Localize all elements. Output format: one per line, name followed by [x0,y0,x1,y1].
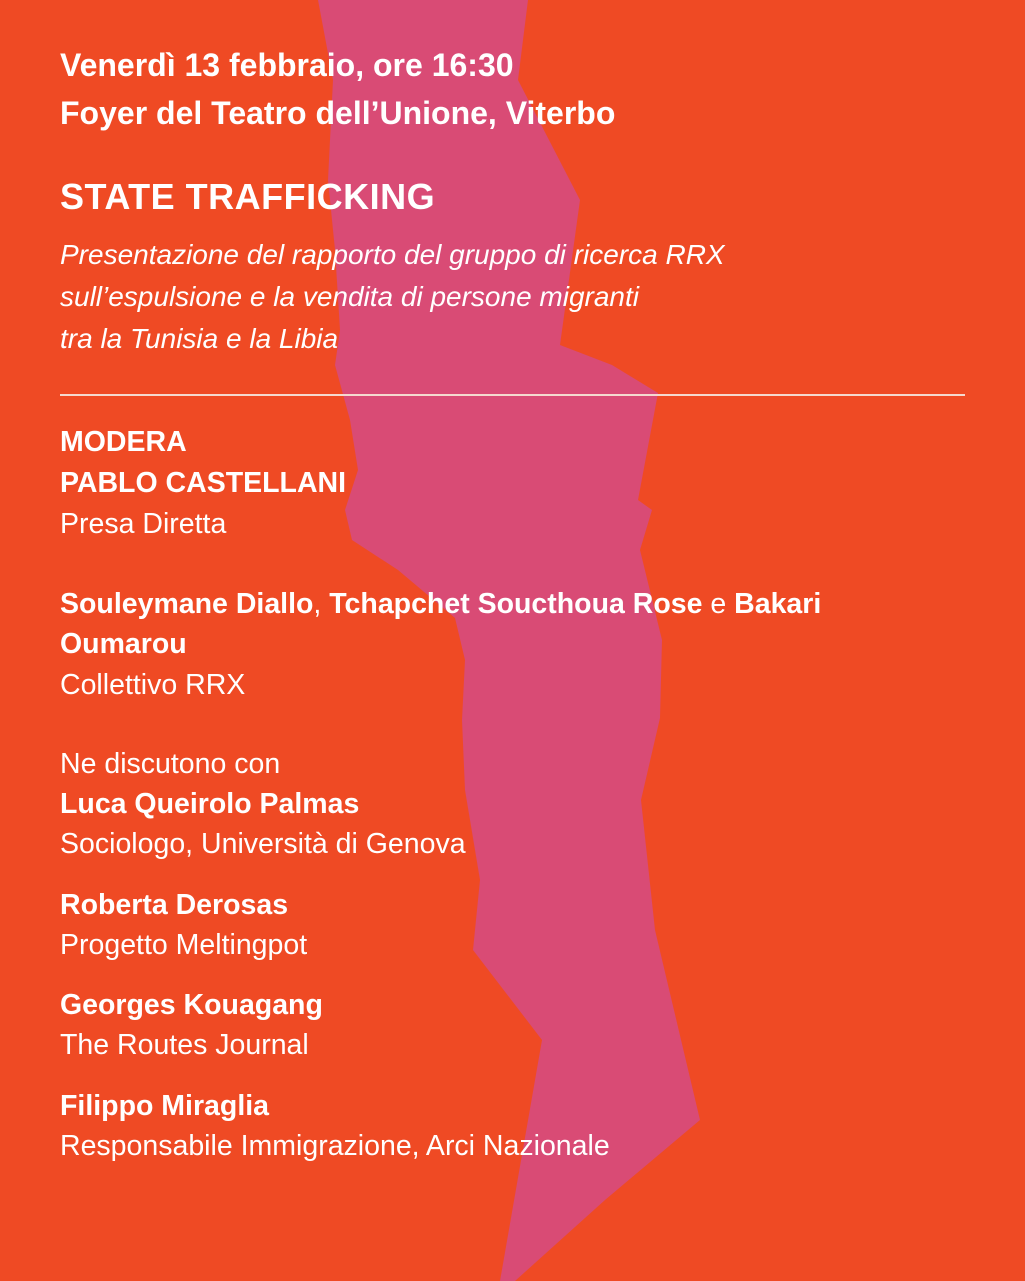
author-name-continued: Oumarou [60,628,187,660]
divider-line [60,394,965,396]
author-separator: e [702,588,735,620]
event-title: STATE TRAFFICKING [60,176,436,217]
moderator-label: MODERA [60,426,187,458]
discussant-name: Georges Kouagang [60,989,323,1021]
moderator-affiliation: Presa Diretta [60,508,227,540]
event-venue: Foyer del Teatro dell’Unione, Viterbo [60,95,616,131]
discussant-affiliation: Progetto Meltingpot [60,929,308,961]
discussant-name: Luca Queirolo Palmas [60,788,360,820]
discussants-intro: Ne discutono con [60,748,281,780]
author-name: Bakari [734,588,822,620]
discussant-affiliation: The Routes Journal [60,1029,309,1061]
event-date: Venerdì 13 febbraio, ore 16:30 [60,47,514,83]
subtitle-line: Presentazione del rapporto del gruppo di ricerca RRX [60,239,725,270]
subtitle-line: tra la Tunisia e la Libia [60,323,339,354]
discussant-affiliation: Sociologo, Università di Genova [60,828,466,860]
authors-line [60,590,821,619]
author-name: Souleymane Diallo [60,588,314,620]
authors-affiliation: Collettivo RRX [60,669,246,701]
moderator-name: PABLO CASTELLANI [60,467,347,499]
discussant-name: Filippo Miraglia [60,1090,270,1122]
discussant-affiliation: Responsabile Immigrazione, Arci Nazionale [60,1130,610,1162]
author-separator: , [313,588,330,620]
subtitle-line: sull’espulsione e la vendita di persone migranti [60,281,640,312]
discussant-name: Roberta Derosas [60,889,289,921]
author-name: Tchapchet Soucthoua Rose [329,588,703,620]
